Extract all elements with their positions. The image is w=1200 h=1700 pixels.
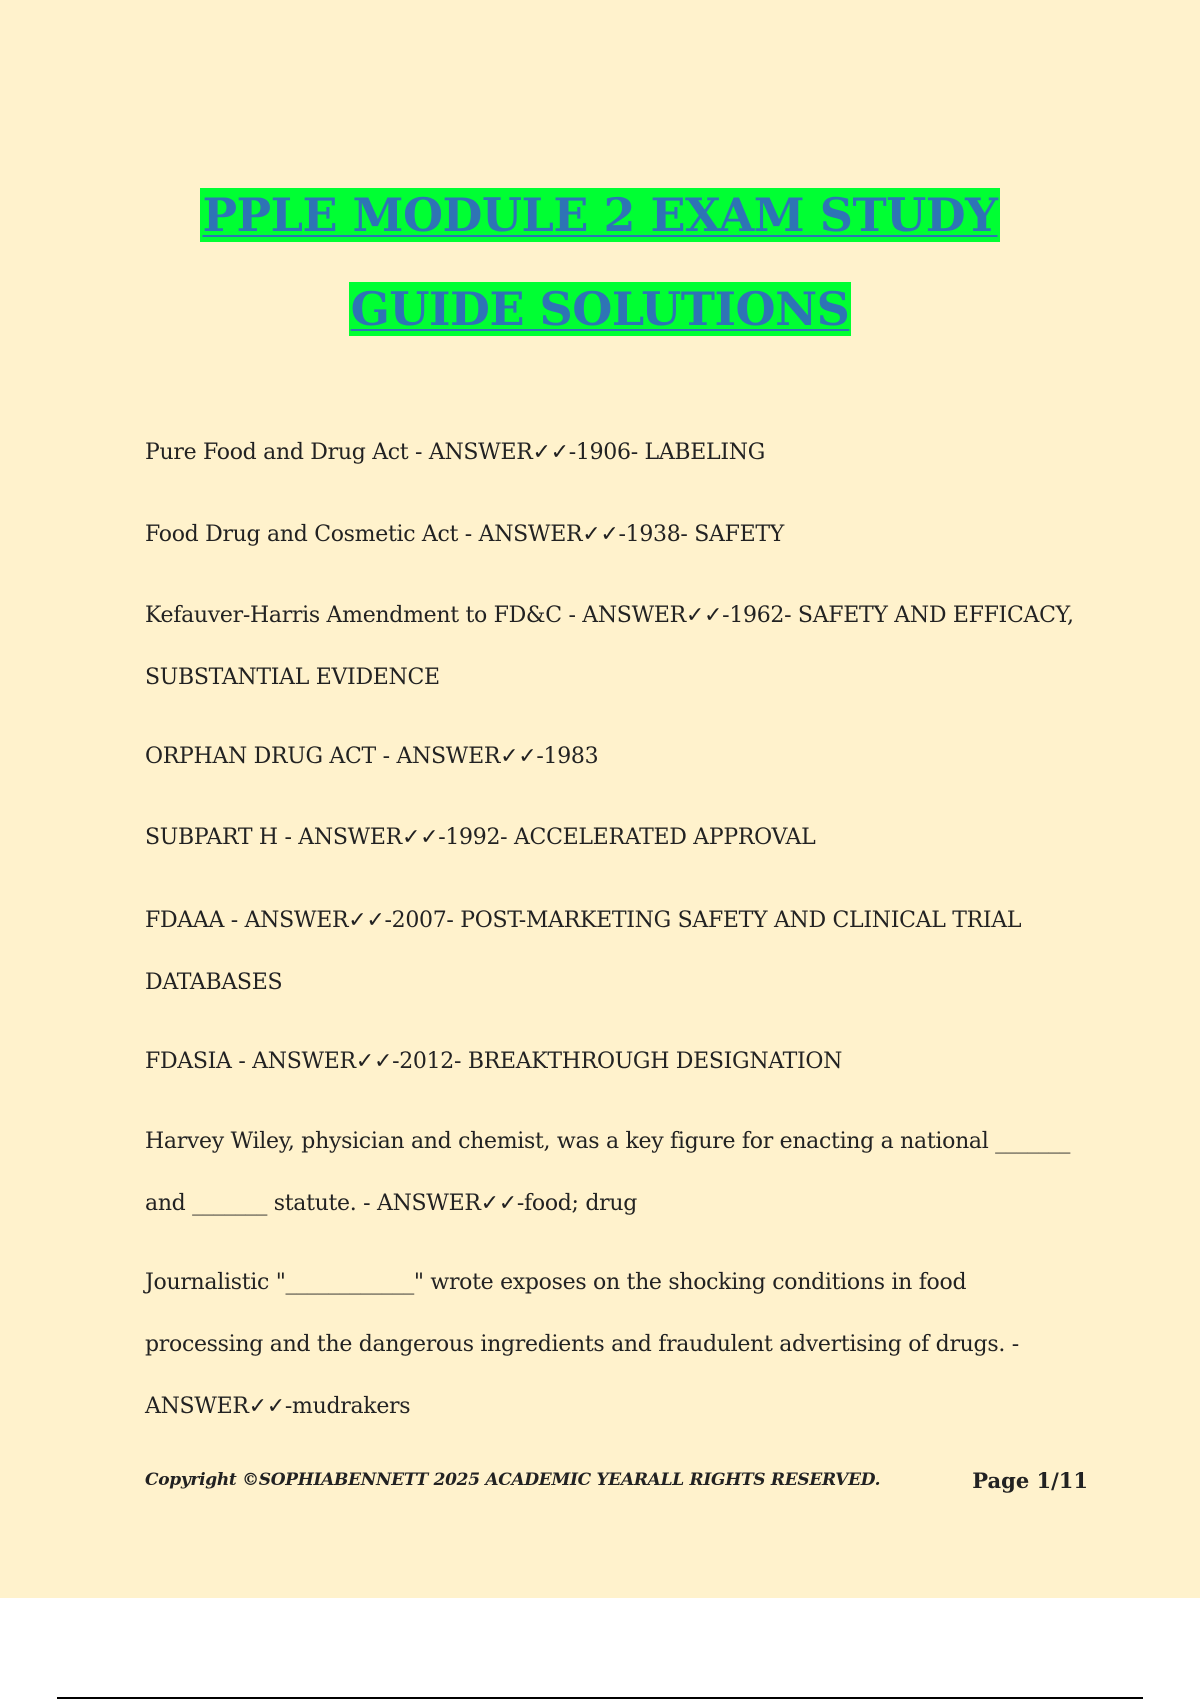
document-title [0, 168, 1200, 356]
qa-item: Harvey Wiley, physician and chemist, was a key figure for enacting a national _______ and _______ statute. - ANSWER✓✓-food; drug [145, 1129, 1071, 1216]
qa-item: FDAAA - ANSWER✓✓-2007- POST-MARKETING SAFETY AND CLINICAL TRIAL DATABASES [145, 908, 1022, 995]
qa-item: SUBPART H - ANSWER✓✓-1992- ACCELERATED APPROVAL [145, 825, 816, 850]
title-line-2: GUIDE SOLUTIONS [350, 282, 850, 336]
bottom-divider [57, 1697, 1143, 1699]
qa-item: Food Drug and Cosmetic Act - ANSWER✓✓-1938- SAFETY [145, 522, 784, 547]
qa-item: Journalistic "____________" wrote exposes on the shocking conditions in food processing and the dangerous ingredients and fraudulent advertising of drugs. - ANSWER✓✓-mudrakers [145, 1270, 1019, 1419]
page-number: Page 1/11 [972, 1468, 1088, 1493]
title-line-1: PPLE MODULE 2 EXAM STUDY [202, 188, 998, 242]
footer-copyright: Copyright ©SOPHIABENNETT 2025 ACADEMIC YEARALL RIGHTS RESERVED. [145, 1470, 881, 1490]
qa-item: ORPHAN DRUG ACT - ANSWER✓✓-1983 [145, 744, 599, 769]
qa-item: FDASIA - ANSWER✓✓-2012- BREAKTHROUGH DESIGNATION [145, 1049, 843, 1074]
qa-item: Kefauver-Harris Amendment to FD&C - ANSWER✓✓-1962- SAFETY AND EFFICACY, SUBSTANTIAL EVIDENCE [145, 603, 1074, 690]
qa-item: Pure Food and Drug Act - ANSWER✓✓-1906- LABELING [145, 440, 765, 465]
